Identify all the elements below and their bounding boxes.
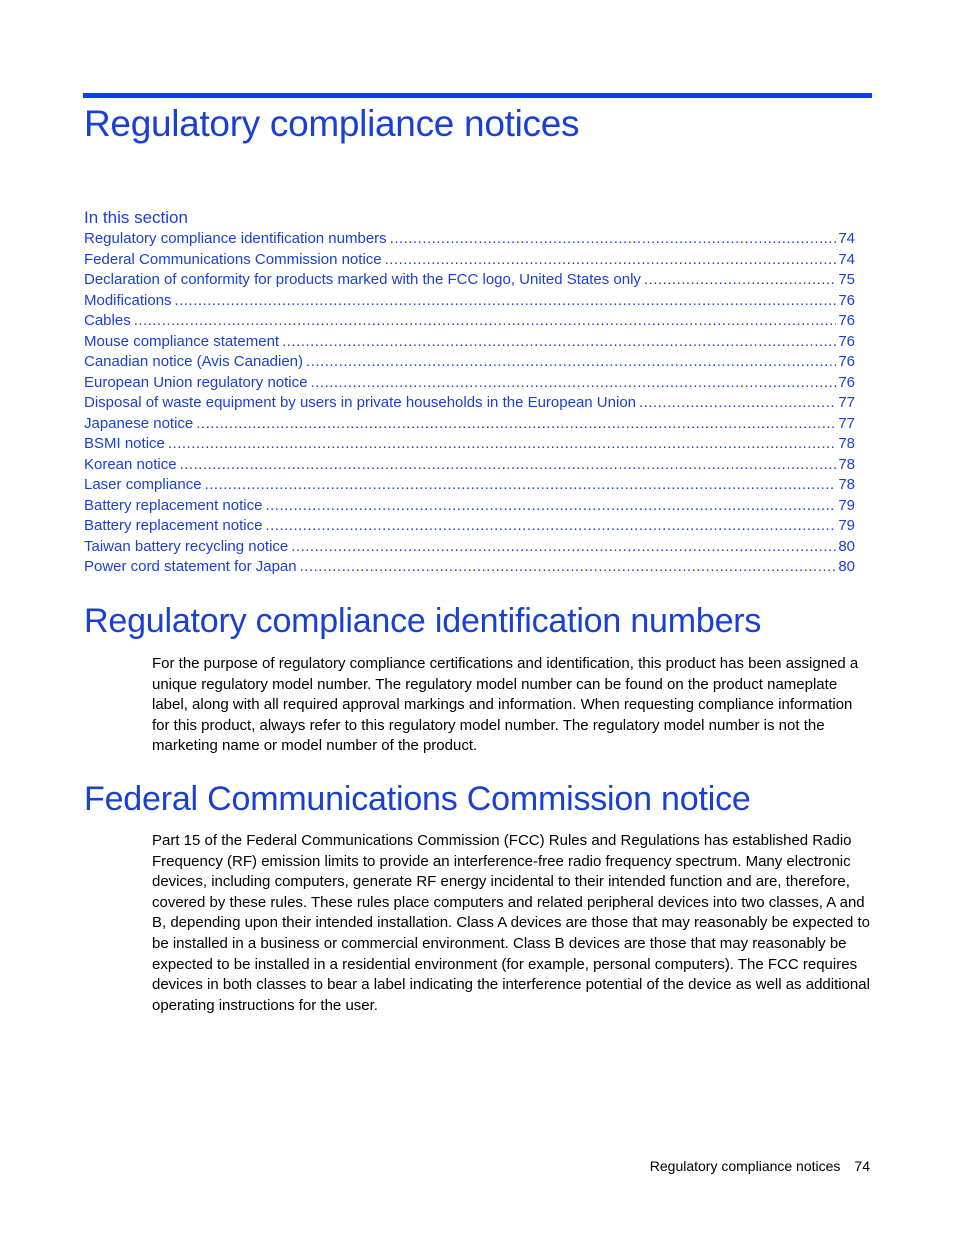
section-heading-rcin: Regulatory compliance identification numbers: [84, 602, 762, 640]
toc-entry-title: Modifications: [84, 291, 172, 309]
toc-entry[interactable]: [84, 230, 855, 251]
toc-entry-page: 78: [838, 476, 855, 493]
toc-leader-dots: [282, 333, 836, 350]
toc-entry[interactable]: [84, 497, 855, 518]
toc-entry[interactable]: [84, 312, 855, 333]
toc-entry[interactable]: [84, 333, 855, 354]
toc-leader-dots: [291, 538, 836, 555]
toc-entry-title: Declaration of conformity for products marked with the FCC logo, United States only: [84, 271, 641, 288]
footer-label: Regulatory compliance notices: [649, 1158, 841, 1174]
section-heading-fcc: Federal Communications Commission notice: [84, 780, 751, 818]
toc-leader-dots: [310, 374, 836, 391]
toc-leader-dots: [168, 435, 836, 452]
toc-entry-page: 79: [838, 496, 855, 514]
toc-leader-dots: [639, 394, 836, 411]
toc-leader-dots: [385, 251, 837, 268]
toc-entry[interactable]: [84, 456, 855, 477]
section-body-rcin: For the purpose of regulatory compliance certifications and identification, this product has been assigned a unique regulatory model number. The regulatory model number can be found on the product nameplate label, along with all required approval markings and information. When requesting compliance information for this product, always refer to this regulatory model number. The regulatory model number is not the marketing name or model number of the product.: [152, 655, 859, 755]
toc-entry-page: 74: [838, 230, 855, 247]
toc-leader-dots: [134, 312, 837, 329]
toc-entry-title: Taiwan battery recycling notice: [84, 537, 289, 555]
toc-entry[interactable]: [84, 374, 855, 395]
toc-entry-page: 76: [838, 373, 855, 391]
toc-leader-dots: [300, 558, 837, 575]
toc-entry-title: Korean notice: [84, 455, 177, 473]
toc-leader-dots: [644, 271, 836, 288]
toc-entry[interactable]: [84, 271, 855, 292]
toc-entry-page: 77: [838, 414, 855, 432]
toc-entry-page: 79: [838, 517, 855, 534]
toc-entry-page: 78: [838, 455, 855, 473]
toc-entry[interactable]: [84, 251, 855, 272]
toc-entry[interactable]: [84, 538, 855, 559]
toc-entry-title: Disposal of waste equipment by users in private households in the European Union: [84, 394, 636, 411]
page-footer: [650, 1158, 870, 1174]
table-of-contents: [84, 230, 855, 579]
toc-entry-title: BSMI notice: [84, 435, 165, 452]
toc-entry[interactable]: [84, 353, 855, 374]
title-top-rule: [83, 93, 872, 98]
toc-entry-title: Laser compliance: [84, 476, 202, 493]
toc-entry-page: 76: [838, 353, 855, 370]
toc-entry-page: 74: [838, 250, 855, 268]
toc-leader-dots: [205, 476, 837, 493]
toc-entry-page: 77: [838, 394, 855, 411]
toc-entry-page: 75: [838, 271, 855, 288]
toc-leader-dots: [265, 497, 836, 514]
toc-leader-dots: [180, 456, 837, 473]
toc-heading: In this section: [84, 208, 188, 227]
toc-entry-title: Mouse compliance statement: [84, 332, 280, 350]
toc-entry-title: Canadian notice (Avis Canadien): [84, 353, 304, 370]
toc-entry-title: Battery replacement notice: [84, 517, 263, 534]
toc-entry-title: Cables: [84, 312, 131, 329]
toc-entry[interactable]: [84, 394, 855, 415]
toc-entry-title: Japanese notice: [84, 414, 194, 432]
toc-entry-page: 80: [838, 558, 855, 575]
toc-entry-page: 76: [838, 332, 855, 350]
toc-entry-title: Regulatory compliance identification numbers: [84, 230, 387, 247]
toc-leader-dots: [175, 292, 837, 309]
toc-entry[interactable]: [84, 292, 855, 313]
toc-entry-title: Power cord statement for Japan: [84, 558, 297, 575]
toc-leader-dots: [265, 517, 836, 534]
footer-page-number: 74: [854, 1158, 870, 1174]
toc-entry[interactable]: [84, 476, 855, 497]
toc-leader-dots: [196, 415, 836, 432]
section-body-fcc: Part 15 of the Federal Communications Commission (FCC) Rules and Regulations has established Radio Frequency (RF) emission limits to provide an interference-free radio frequency spectrum. Many electronic devices, including computers, generate RF energy incidental to their intended function and are, therefore, covered by these rules. These rules place computers and related peripheral devices into two classes, A and B, depending upon their intended installation. Class A devices are those that may reasonably be expected to be installed in a business or commercial environment. Class B devices are those that may reasonably be expected to be installed in a residential environment (for example, personal computers). The FCC requires devices in both classes to bear a label indicating the interference potential of the device as well as additional operating instructions for the user.: [152, 832, 870, 1014]
toc-entry-page: 80: [838, 537, 855, 555]
toc-entry-page: 76: [838, 291, 855, 309]
toc-entry[interactable]: [84, 415, 855, 436]
toc-entry[interactable]: [84, 517, 855, 538]
toc-entry-title: Federal Communications Commission notice: [84, 250, 382, 268]
toc-entry-title: Battery replacement notice: [84, 496, 263, 514]
toc-entry[interactable]: [84, 435, 855, 456]
toc-leader-dots: [306, 353, 836, 370]
toc-entry-page: 78: [838, 435, 855, 452]
toc-leader-dots: [390, 230, 837, 247]
toc-entry-title: European Union regulatory notice: [84, 373, 308, 391]
toc-entry-page: 76: [838, 312, 855, 329]
toc-entry[interactable]: [84, 558, 855, 579]
page-title: Regulatory compliance notices: [84, 103, 580, 144]
